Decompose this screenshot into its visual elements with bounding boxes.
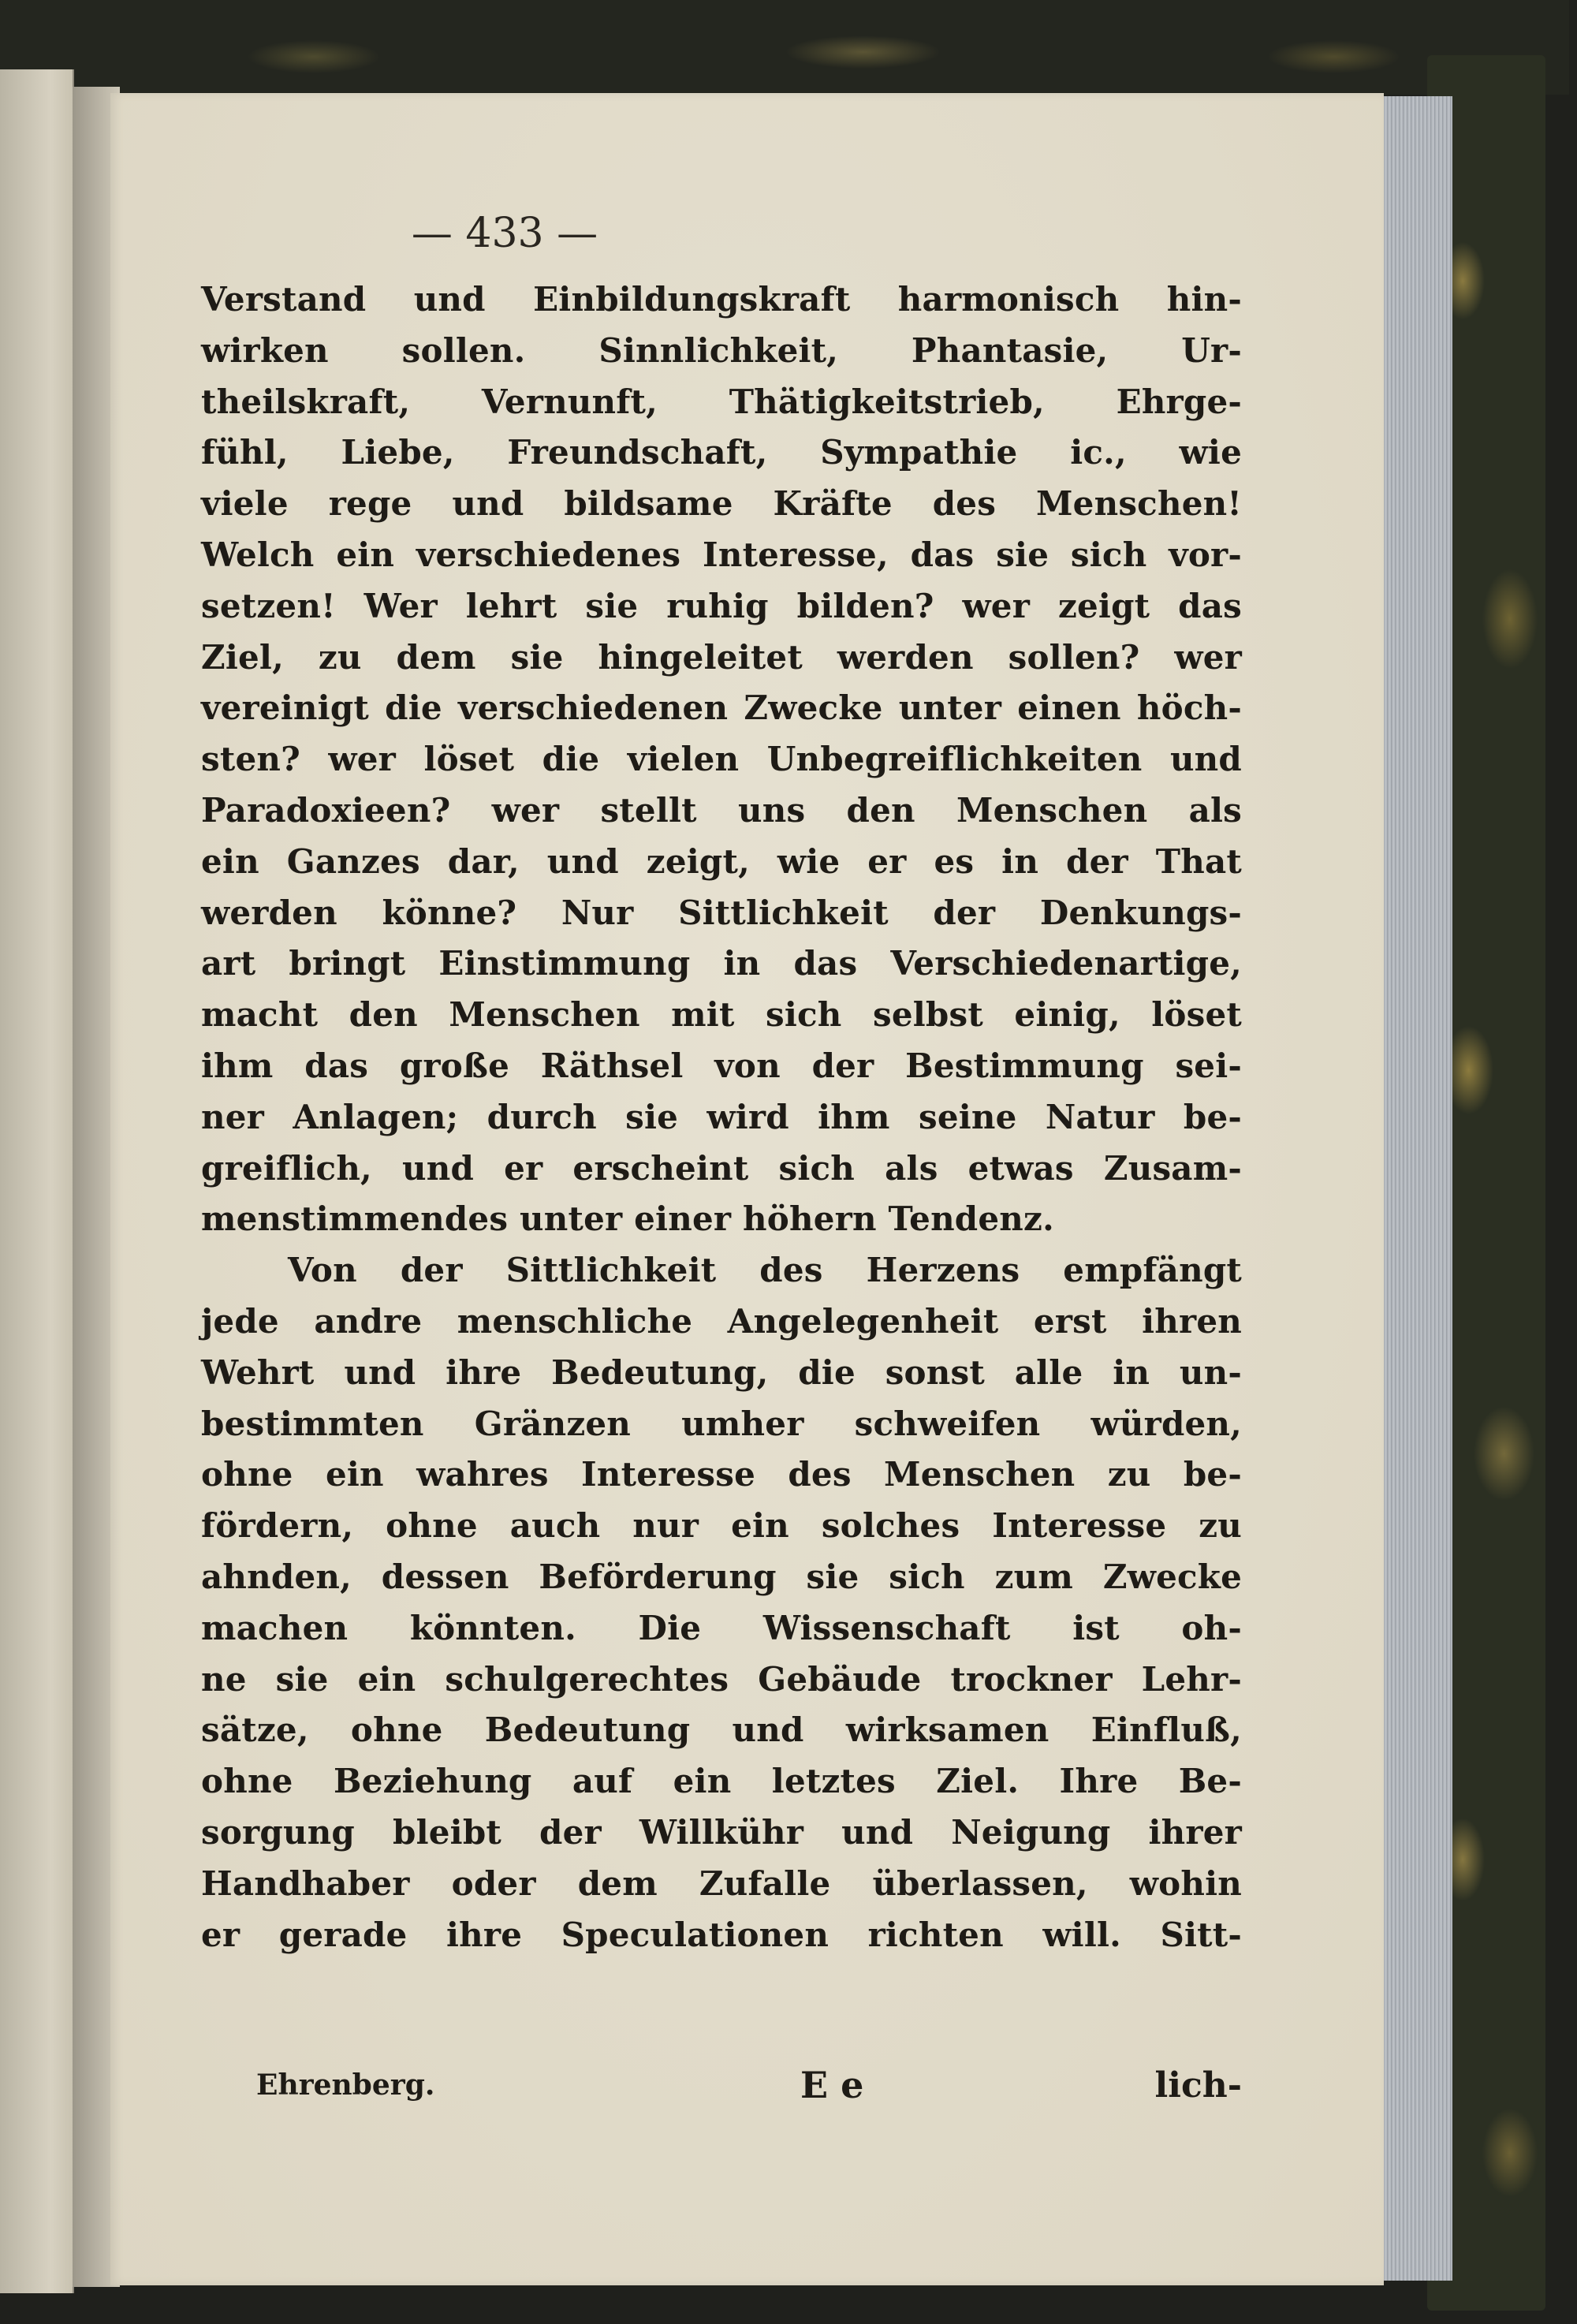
text-line: Paradoxieen? wer stellt uns den Menschen als	[201, 790, 1242, 830]
text-line: menstimmendes unter einer höhern Tendenz.	[201, 1199, 1054, 1239]
text-line: machen könnten. Die Wissenschaft ist oh-	[201, 1608, 1242, 1647]
book-page	[110, 93, 1384, 2285]
text-line: ihm das große Räthsel von der Bestimmung sei-	[201, 1046, 1242, 1085]
text-line: ohne Beziehung auf ein letztes Ziel. Ihre Be-	[201, 1762, 1242, 1801]
text-line: art bringt Einstimmung in das Verschiedenartige,	[201, 944, 1242, 983]
text-line: ner Anlagen; durch sie wird ihm seine Natur be-	[201, 1097, 1242, 1136]
gathering-signature: E e	[800, 2064, 864, 2106]
text-line: sorgung bleibt der Willkühr und Neigung ihrer	[201, 1812, 1242, 1852]
text-line: greiflich, und er erscheint sich als etwas Zusam-	[201, 1148, 1242, 1188]
text-line: wirken sollen. Sinnlichkeit, Phantasie, Ur-	[201, 330, 1242, 370]
text-line: Ziel, zu dem sie hingeleitet werden sollen? wer	[201, 637, 1242, 677]
text-line: macht den Menschen mit sich selbst einig, löset	[201, 995, 1242, 1035]
text-line: vereinigt die verschiedenen Zwecke unter einen höch-	[201, 688, 1242, 728]
text-line: werden könne? Nur Sittlichkeit der Denkungs-	[201, 893, 1242, 932]
text-line: Wehrt und ihre Bedeutung, die sonst alle in un-	[201, 1352, 1242, 1392]
text-line: Handhaber oder dem Zufalle überlassen, wohin	[201, 1863, 1242, 1903]
page-number: — 433 —	[411, 210, 598, 257]
text-line: fühl, Liebe, Freundschaft, Sympathie ic., wie	[201, 433, 1242, 472]
text-line: viele rege und bildsame Kräfte des Menschen!	[201, 484, 1242, 524]
text-line: Verstand und Einbildungskraft harmonisch hin-	[201, 280, 1242, 319]
text-line: ein Ganzes dar, und zeigt, wie er es in der That	[201, 841, 1242, 881]
text-line: sätze, ohne Bedeutung und wirksamen Einfluß,	[201, 1710, 1242, 1750]
body-text	[201, 274, 1242, 1960]
page-edge-stack	[1378, 96, 1452, 2281]
text-line: setzen! Wer lehrt sie ruhig bilden? wer zeigt das	[201, 586, 1242, 625]
text-line: fördern, ohne auch nur ein solches Interesse zu	[201, 1506, 1242, 1546]
text-line: Von der Sittlichkeit des Herzens empfängt	[288, 1251, 1242, 1290]
text-line: ahnden, dessen Beförderung sie sich zum Zwecke	[201, 1557, 1242, 1596]
text-line: bestimmten Gränzen umher schweifen würden,	[201, 1404, 1242, 1443]
text-line: ne sie ein schulgerechtes Gebäude trockner Lehr-	[201, 1659, 1242, 1699]
text-line: Welch ein verschiedenes Interesse, das sie sich vor-	[201, 535, 1242, 574]
text-line: er gerade ihre Speculationen richten will. Sitt-	[201, 1915, 1242, 1954]
page-footer	[256, 2064, 1242, 2124]
author-signature: Ehrenberg.	[256, 2068, 435, 2102]
catchword: lich-	[1154, 2065, 1242, 2106]
text-line: theilskraft, Vernunft, Thätigkeitstrieb, Ehrge-	[201, 382, 1242, 421]
text-line: sten? wer löset die vielen Unbegreiflichkeiten und	[201, 740, 1242, 779]
marbled-cover-top	[0, 0, 1569, 95]
text-line: jede andre menschliche Angelegenheit erst ihren	[201, 1301, 1242, 1341]
text-line: ohne ein wahres Interesse des Menschen zu be-	[201, 1455, 1242, 1494]
facing-page-edge	[0, 69, 74, 2293]
